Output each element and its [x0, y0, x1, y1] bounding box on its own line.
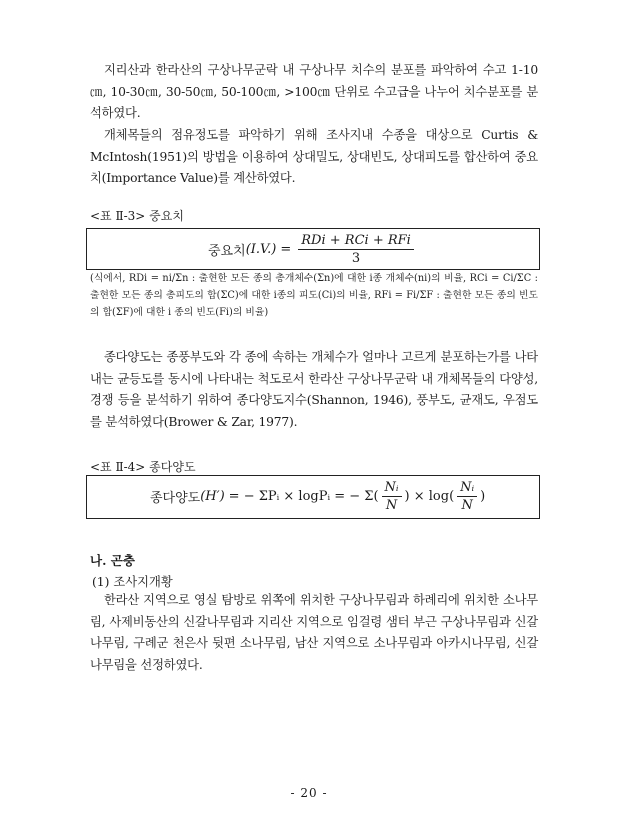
diversity-fraction-2: [457, 480, 477, 513]
formula-lhs-paren: (I.V.): [245, 241, 277, 257]
diversity-lhs: 종다양도: [150, 490, 201, 506]
formula-note: (식에서, RDi = ni/Σn : 출현한 모든 종의 총개체수(Σn)에 대한 i종 개체수(ni)의 비율, RCi = Ci/ΣC : 출현한 모든 종의 총피도의 합(ΣC)에 대한 i종의 피도(Ci)의 비율, RFi = Fi/ΣF : 출현한 모든 종의 빈도의 합(ΣF)에 대한 i 종의 빈도(Fi)의 비율): [90, 273, 538, 319]
section-paragraph: 한라산 지역으로 영실 탐방로 위쪽에 위치한 구상나무림과 하례리에 위치한 소나무림, 사제비동산의 신갈나무림과 지리산 지역으로 임걸령 샘터 부근 구상나무림과 신갈나무림, 구례군 천은사 뒷편 소나무림, 남산 지역으로 소나무림과 아카시나무림, 신갈나무림을 선정하였다.: [90, 593, 538, 672]
importance-value-formula: [208, 230, 417, 268]
diversity-paragraph: 종다양도는 종풍부도와 각 종에 속하는 개체수가 얼마나 고르게 분포하는가를 나타내는 균등도를 동시에 나타내는 척도로서 한라산 구상나무군락 내 개체목들의 다양성, 경쟁 등을 분석하기 위하여 종다양도지수(Shannon, 1946), 풍부도, 균재도, 우점도를 분석하였다(Brower & Zar, 1977).: [90, 350, 538, 429]
section-subheading: (1) 조사지개황: [92, 575, 173, 589]
diversity-frac2-num: Nᵢ: [457, 480, 477, 497]
diversity-formula: [150, 476, 485, 516]
table4-caption: <표 Ⅱ-4> 종다양도: [90, 460, 196, 474]
formula-fraction: [298, 233, 414, 266]
formula-lhs: 중요치: [208, 243, 246, 259]
table3-caption: <표 Ⅱ-3> 중요치: [90, 209, 184, 223]
diversity-fraction-1: [382, 480, 402, 513]
section-heading: 나. 곤충: [90, 553, 135, 568]
intro-paragraph-1: 지리산과 한라산의 구상나무군락 내 구상나무 치수의 분포를 파악하여 수고 1-10㎝, 10-30㎝, 30-50㎝, 50-100㎝, >100㎝ 단위로 수고급을 나누어 치수분포를 분석하였다.: [90, 63, 538, 120]
diversity-frac1-num: Nᵢ: [382, 480, 402, 497]
diversity-lhs-paren: (H′): [200, 488, 225, 504]
formula-denominator: 3: [351, 250, 361, 266]
intro-paragraph-2: 개체목들의 점유정도를 파악하기 위해 조사지내 수종을 대상으로 Curtis & McIntosh(1951)의 방법을 이용하여 상대밀도, 상대빈도, 상대피도를 합산하여 중요치(Importance Value)를 계산하였다.: [90, 128, 538, 185]
formula-equals: =: [280, 241, 292, 257]
diversity-frac1-den: N: [385, 497, 398, 513]
page-number: - 20 -: [290, 786, 328, 800]
diversity-mid: = − ΣPᵢ × logPᵢ = − Σ(: [228, 488, 379, 504]
formula-numerator: RDi + RCi + RFi: [298, 233, 414, 250]
diversity-mid2: ) × log(: [404, 488, 455, 504]
diversity-end: ): [480, 488, 486, 504]
diversity-frac2-den: N: [461, 497, 473, 513]
